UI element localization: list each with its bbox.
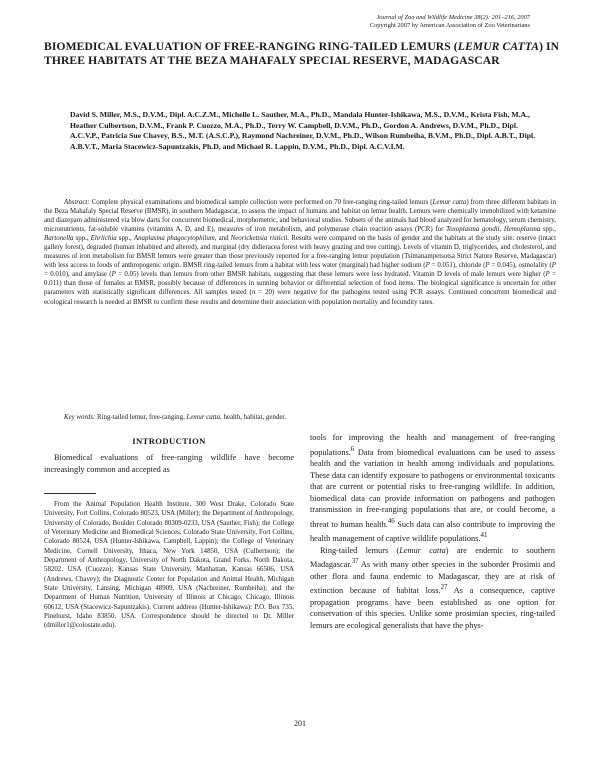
left-column (44, 436, 294, 631)
abstract: Abstract: Complete physical examinations and biomedical sample collection were performed on 70 free-ranging ring-tailed lemurs (Lemur catta) from three different habitats in the Beza Mahafaly Special Reserve (BMSR), in southern Madagascar, to assess the impact of humans and habitat on lemur health. Lemurs were chemically immobilized with ketamine and diazepam administered via blow darts for concurrent biomedical, morphometric, and behavioral studies. Subsets of the animals had blood analyzed for hematology, serum chemistry, micronutrients, fat-soluble vitamins (vitamins A, D, and E), measures of iron metabolism, and polymerase chain reaction assays (PCR) for Toxoplasma gondii, Hemoplasma spp., Bartonella spp., Ehrlichia spp., Anaplasma phagocytophilum, and Neorickettsia risticii. Results were compared on the basis of gender and the habitats at the study site: reserve (intact gallery forest), degraded (human inhabited and altered), and marginal (dry didieracea forest with heavy grazing and tree cutting). Levels of vitamin D, triglycerides, and cholesterol, and measures of iron metabolism for BMSR lemurs were greater than those previously reported for a free-ranging lemur population (Tsimanampetsotsa Strict Nature Reserve, Madagascar) with less access to foods of anthropogenic origin. BMSR ring-tailed lemurs from a habitat with less water (marginal) had higher sodium (P = 0.051), chloride (P = 0.045), osmolality (P = 0.010), and amylase (P = 0.05) levels than lemurs from other BMSR habitats, suggesting that these lemurs were less hydrated. Vitamin D levels of male lemurs were higher (P = 0.011) than those of females at BMSR, possibly because of differences in sunning behavior or differential selection of food items. The biological significance is uncertain for other parameters with statistically significant differences. All samples tested (n = 20) were negative for the pathogens tested using PCR assays. Continued concurrent biomedical and ecological research is needed at BMSR to confirm these results and determine their association with population mortality and fecundity rates. (44, 199, 557, 306)
introduction-paragraph: Biomedical evaluations of free-ranging wildlife have become increasingly common and accepted as (44, 453, 294, 474)
footnote-divider (44, 493, 96, 494)
reference-number: 41 (480, 532, 488, 540)
title-text: BIOMEDICAL EVALUATION OF FREE-RANGING RING-TAILED LEMURS ( (44, 40, 458, 53)
introduction-paragraph-2: Ring-tailed lemurs (Lemur catta) are endemic to southern Madagascar.$^{37}$ As with many other species in the suborder Prosimii and other flora and fauna endemic to Madagascar, they are at risk of extinction because of habitat loss.$^{27}$ As a consequence, captive propagation programs have been established as one option for conservation of this species. Unlike some prosimian species, ring-tailed lemurs are ecological generalists that have the phys- (310, 545, 555, 630)
keywords-label: Key words: (64, 414, 96, 421)
copyright-line: Copyright 2007 by American Association of Zoo Veterinarians (369, 22, 530, 29)
abstract-label: Abstract: (64, 199, 90, 206)
keywords: Key words: Ring-tailed lemur, free-ranging, Lemur catta, health, habitat, gender. (64, 414, 287, 421)
reference-number: 27 (440, 584, 448, 592)
page-number: 201 (294, 719, 306, 728)
author-list: David S. Miller, M.S., D.V.M., Dipl. A.C.Z.M., Michelle L. Sauther, M.A., Ph.D., Mandala Hunter-Ishikawa, M.S., D.V.M., Krista Fish, M.A., Heather Culbertson, D.V.M., Frank P. Cuozzo, M.A., Ph.D., Terry W. Campbell, D.V.M., Ph.D., Gordon A. Andrews, D.V.M., Ph.D., Dipl. A.C.V.P., Patricia Sue Chavey, B.S., M.T. (A.S.C.P.), Raymond Nachreiner, D.V.M., Ph.D., Wilson Rumbeiha, B.V.M., Ph.D., Dipl. A.B.T., Dipl. A.B.V.T., Maria Stacewicz-Sapuntzakis, Ph.D, and Michael R. Lappin, D.V.M., Ph.D., Dipl. A.C.V.I.M. (70, 110, 536, 151)
title-species-name: LEMUR CATTA (457, 40, 540, 53)
article-title (44, 40, 564, 69)
introduction-heading: INTRODUCTION (132, 436, 206, 446)
affiliation-footnote: From the Animal Population Health Institute, 300 West Drake, Colorado State University, Fort Collins, Colorado 80523, USA (Miller); the Department of Anthropology, University of Colorado, Boulder Colorado 80309-0233, USA (Sauther, Fish); the College of Veterinary Medicine and Biomedical Sciences, Colorado State University, Fort Collins, Colorado 80524, USA (Hunter-Ishikawa, Campbell, Lappin); the College of Veterinary Medicine, Cornell University, Ithaca, New York 14850, USA (Culbertson); the Department of Anthropology, University of North Dakota, Grand Forks, North Dakota, 58202, USA (Cuozzo); Kansas State University, Manhattan, Kansas 66506, USA (Andrews, Chavey); the Diagnostic Center for Population and Animal Health, Michigan State University, Lansing, Michigan 48909, USA (Nachreiner, Rumbeiha); and the Department of Human Nutrition, University of Illinois at Chicago, Chicago, Illinois 60612, USA (Stacewicz-Sapuntzakis). Current address (Hunter-Ishikawa): P.O. Box 735, Pinehurst, Idaho 83850, USA. Correspondence should be directed to Dr. Miller (dmiller1@colostate.edu). (44, 500, 294, 630)
introduction-paragraph-continued: tools for improving the health and management of free-ranging populations.$^6$ Data from biomedical evaluations can be used to assess health and the variation in health among individuals and populations. These data can identify exposure to pathogens or environmental toxicants that are current or potential risks to free-ranging wildlife. In addition, biomedical data can provide information on pathogens and pathogen transmission in free-ranging populations that are, or could become, a threat to human health.$^{46}$ Such data can also contribute to improving the health management of captive wildlife populations.$^{41}$ (310, 433, 555, 544)
right-column (310, 432, 555, 631)
title-text-end: ) IN THREE HABITATS AT THE BEZA MAHAFALY SPECIAL RESERVE, MADAGASCAR (44, 40, 560, 68)
journal-citation: Journal of Zoo and Wildlife Medicine 38(2): 201–216, 2007 (376, 14, 530, 21)
running-header (370, 14, 530, 30)
reference-number: 6 (350, 445, 355, 453)
reference-number: 37 (351, 558, 359, 566)
reference-number: 46 (387, 517, 395, 525)
